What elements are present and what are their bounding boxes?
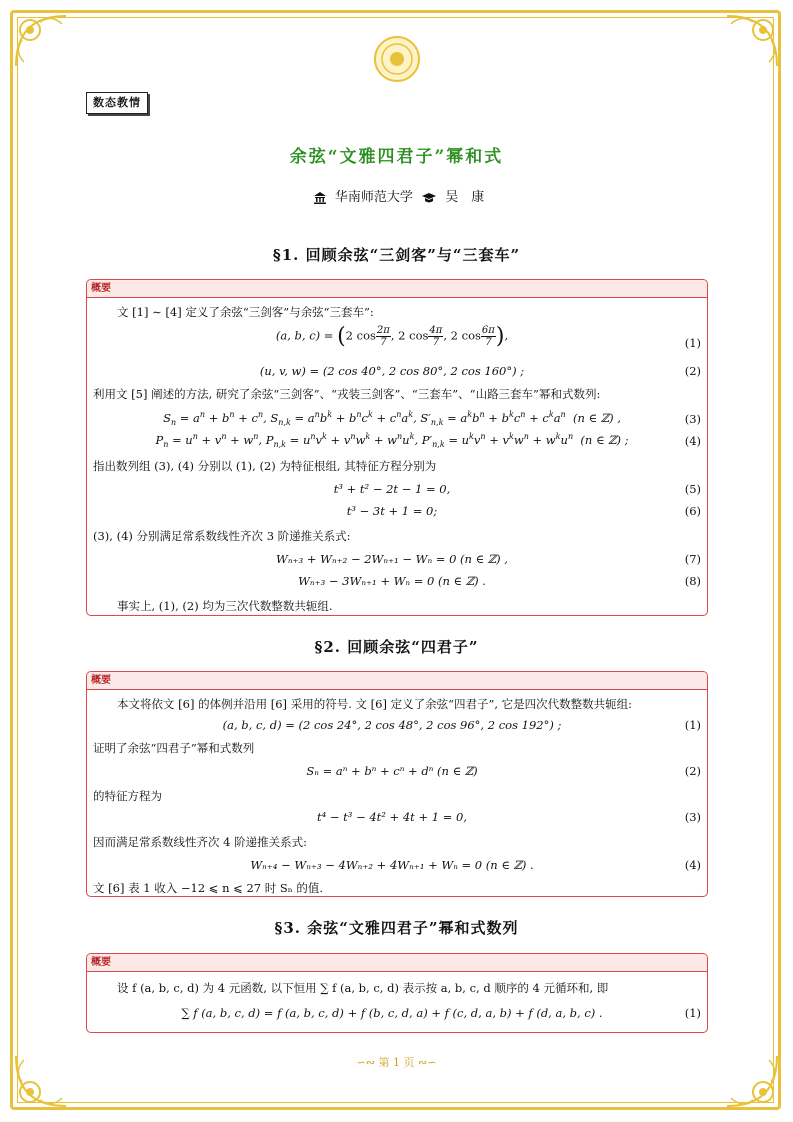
box-title: 概要 [87,672,707,690]
affiliation: 华南师范大学 [334,190,413,205]
summary-box [86,671,708,897]
equation-number: (1) [684,718,701,732]
equation: Wₙ₊₄ − Wₙ₊₃ − 4Wₙ₊₂ + 4Wₙ₊₁ + Wₙ = 0 (n ∈ ℤ) . [250,858,534,872]
footer-ornament-icon: ∾∽ [414,1056,437,1069]
corner-ornament-icon [12,12,70,70]
section-heading: §1. 回顾余弦“三剑客”与“三套车” [272,246,521,264]
text-line: 文 [6] 表 1 收入 −12 ⩽ n ⩽ 27 时 Sₙ 的值. [93,881,324,895]
author-line [0,186,793,205]
equation-number: (1) [684,1006,701,1020]
equation-number: (5) [684,482,701,496]
box-title: 概要 [87,954,707,972]
equation: Wₙ₊₃ + Wₙ₊₂ − 2Wₙ₊₁ − Wₙ = 0 (n ∈ ℤ) , [276,552,508,566]
university-seal-icon [373,35,421,83]
text-line: 因而满足常系数线性齐次 4 阶递推关系式: [93,835,308,849]
corner-ornament-icon [723,12,781,70]
text-line: 文 [1] ∼ [4] 定义了余弦“三剑客”与余弦“三套车”: [117,305,374,319]
article-title: 余弦“文雅四君子”幂和式 [289,147,504,167]
section-heading: §2. 回顾余弦“四君子” [314,638,479,656]
equation-number: (2) [684,364,701,378]
equation: Sₙ = aⁿ + bⁿ + cⁿ + dⁿ (n ∈ ℤ) [306,764,478,778]
text-line: 的特征方程为 [93,789,162,803]
equation-number: (7) [684,552,701,566]
text-line: 事实上, (1), (2) 均为三次代数整数共轭组. [117,599,333,613]
page-number-text: 第 1 页 [378,1056,415,1069]
equation-number: (3) [684,810,701,824]
summary-box [86,279,708,616]
equation-number: (4) [684,858,701,872]
equation-number: (1) [684,336,701,350]
equation: Wₙ₊₃ − 3Wₙ₊₁ + Wₙ = 0 (n ∈ ℤ) . [298,574,486,588]
text-line: 证明了余弦“四君子”幂和式数列 [93,741,255,755]
equation-number: (3) [684,412,701,426]
equation-number: (8) [684,574,701,588]
box-title: 概要 [87,280,707,298]
equation: (a, b, c) = (2 cos $\frac{2\pi}{7}$ , 2 cos $\frac{4\pi}{7}$ , 2 cos $\frac{6\pi}{7}$ ), [275,324,509,349]
page-number [0,1054,793,1070]
summary-box [86,953,708,1033]
university-icon [313,192,327,204]
equation: (u, v, w) = (2 cos 40°, 2 cos 80°, 2 cos 160°) ; [259,364,525,378]
equation-number: (4) [684,434,701,448]
equation: $P_n = u^n + v^n + w^n$, $P_{n,k} = u^nv^k + v^nw^k + w^nu^k$, $P'_{n,k} = u^kv^n + v^kw^n + w^ku^n$ (n ∈ ℤ) ; [155,432,629,450]
equation-number: (2) [684,764,701,778]
equation: t³ − 3t + 1 = 0; [346,504,438,518]
text-line: (3), (4) 分别满足常系数线性齐次 3 阶递推关系式: [93,529,351,543]
section-heading: §3. 余弦“文雅四君子”幂和式数列 [274,919,519,937]
equation: (a, b, c, d) = (2 cos 24°, 2 cos 48°, 2 cos 96°, 2 cos 192°) ; [222,718,562,732]
text-line: 本文将依文 [6] 的体例并沿用 [6] 采用的符号. 文 [6] 定义了余弦“四君子”, 它是四次代数整数共轭组: [117,697,633,711]
graduation-cap-icon [421,192,437,204]
text-line: 指出数列组 (3), (4) 分别以 (1), (2) 为特征根组, 其特征方程分别为 [93,459,437,473]
equation: ∑ f (a, b, c, d) = f (a, b, c, d) + f (b, c, d, a) + f (c, d, a, b) + f (d, a, b, c) . [181,1006,603,1020]
equation-number: (6) [684,504,701,518]
footer-ornament-icon: ∽∾ [356,1056,379,1069]
equation: t⁴ − t³ − 4t² + 4t + 1 = 0, [317,810,467,824]
equation: t³ + t² − 2t − 1 = 0, [333,482,451,496]
equation: $S_n = a^n + b^n + c^n$, $S_{n,k} = a^nb^k + b^nc^k + c^na^k$, $S'_{n,k} = a^kb^n + b^kc^n + c^ka^n$ (n ∈ ℤ) , [163,410,621,428]
author-name: 吴 康 [445,190,485,205]
column-tag: 数态教情 [86,92,148,114]
text-line: 设 f (a, b, c, d) 为 4 元函数, 以下恒用 ∑ f (a, b, c, d) 表示按 a, b, c, d 顺序的 4 元循环和, 即 [117,981,609,995]
text-line: 利用文 [5] 阐述的方法, 研究了余弦“三剑客”、“戎装三剑客”、“三套车”、“山路三套车”幂和式数列: [93,387,601,401]
